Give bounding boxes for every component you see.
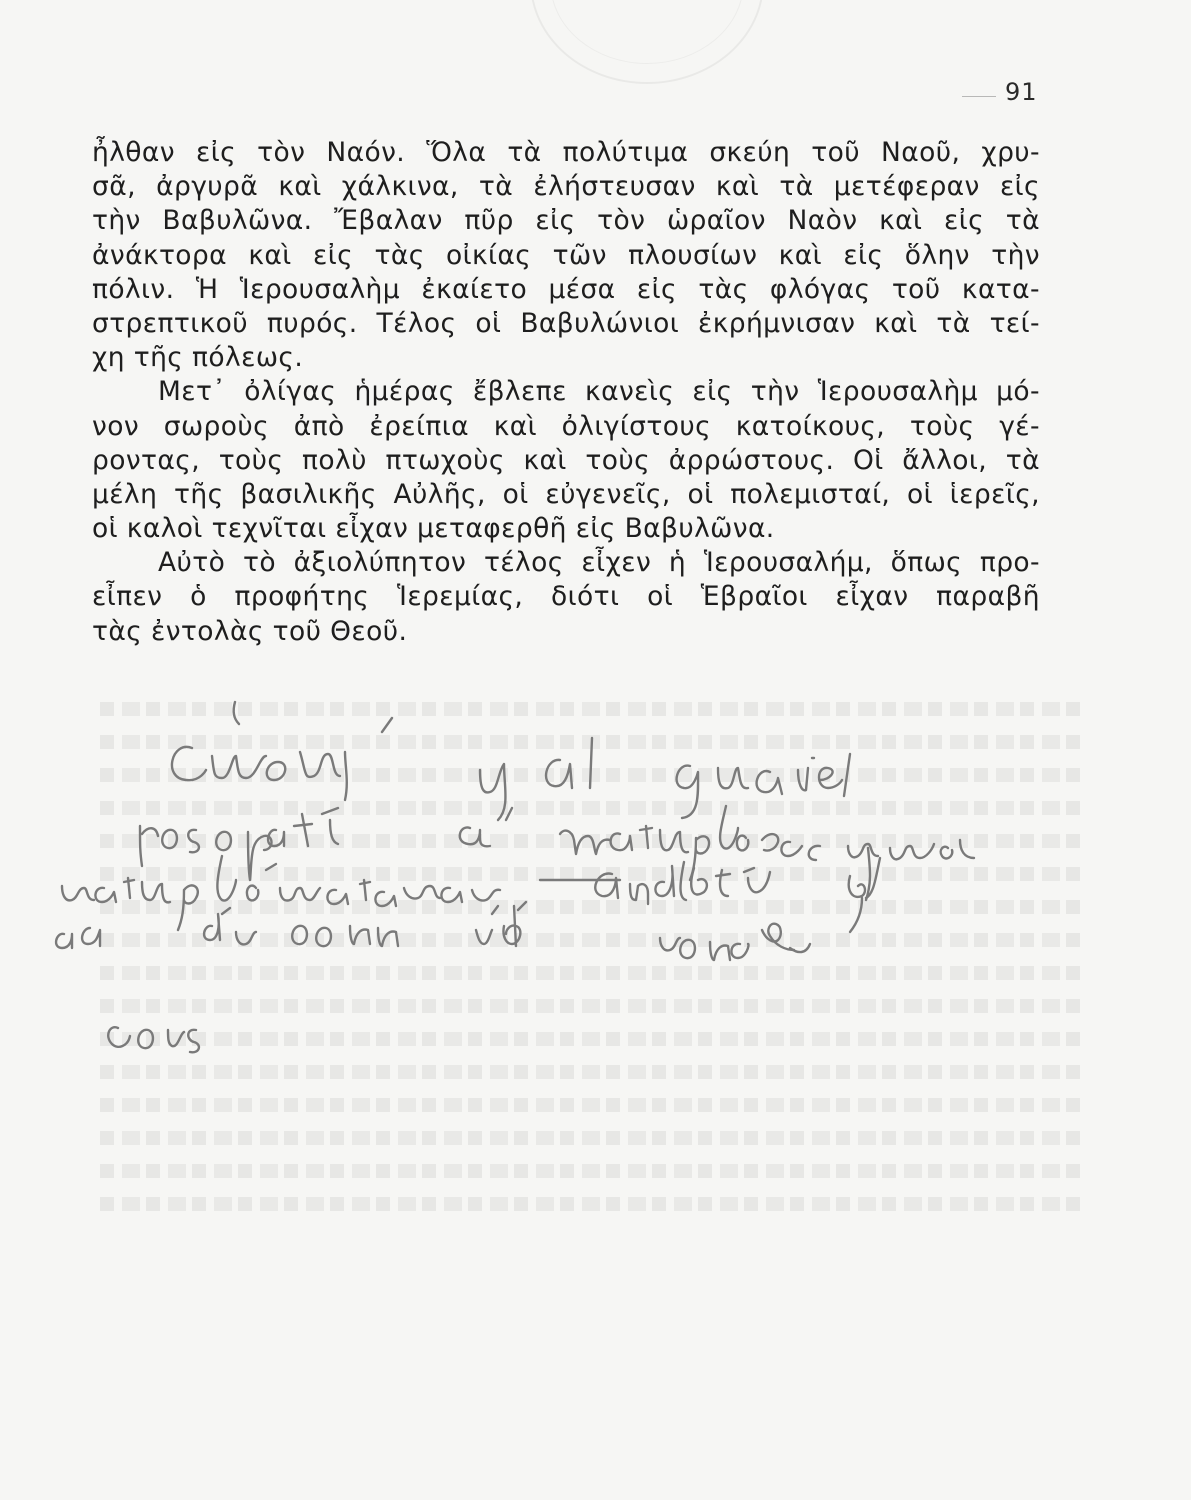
text-line: πόλιν. Ἡ Ἱερουσαλὴμ ἐκαίετο μέσα εἰς τὰς φλόγας τοῦ κατα- <box>92 273 1040 305</box>
reverse-side-bleed-through <box>100 690 1080 1250</box>
text-line: νον σωροὺς ἀπὸ ἐρείπια καὶ ὀλιγίστους κατοίκους, τοὺς γέ- <box>92 410 1040 442</box>
text-line: τὰς ἐντολὰς τοῦ Θεοῦ. <box>92 615 408 647</box>
page-number: 91 <box>1005 78 1038 106</box>
text-line: τὴν Βαβυλῶνα. Ἔβαλαν πῦρ εἰς τὸν ὡραῖον Ναὸν καὶ εἰς τὰ <box>92 205 1040 237</box>
text-line: ἦλθαν εἰς τὸν Ναόν. Ὅλα τὰ πολύτιμα σκεύη τοῦ Ναοῦ, χρυ- <box>92 137 1040 168</box>
text-line: μέλη τῆς βασιλικῆς Αὐλῆς, οἱ εὐγενεῖς, οἱ πολεμισταί, οἱ ἱερεῖς, <box>92 478 1040 510</box>
text-line: σᾶ, ἀργυρᾶ καὶ χάλκινα, τὰ ἐλήστευσαν καὶ τὰ μετέφεραν εἰς <box>92 171 1040 203</box>
text-line: Μετ᾽ ὀλίγας ἡμέρας ἔβλεπε κανεὶς εἰς τὴν Ἱερουσαλὴμ μό- <box>158 376 1040 408</box>
page-number-dash <box>962 96 996 97</box>
library-stamp-ghost <box>530 0 764 84</box>
body-text <box>92 136 1040 649</box>
text-line: στρεπτικοῦ πυρός. Τέλος οἱ Βαβυλώνιοι ἐκρήμνισαν καὶ τὰ τεί- <box>92 307 1040 339</box>
text-line: ροντας, τοὺς πολὺ πτωχοὺς καὶ τοὺς ἀρρώστους. Οἱ ἄλλοι, τὰ <box>92 444 1040 476</box>
text-line: οἱ καλοὶ τεχνῖται εἶχαν μεταφερθῆ εἰς Βαβυλῶνα. <box>92 513 775 545</box>
text-line: Αὐτὸ τὸ ἀξιολύπητον τέλος εἶχεν ἡ Ἱερουσαλήμ, ὅπως προ- <box>158 547 1040 579</box>
text-line: εἶπεν ὁ προφήτης Ἱερεμίας, διότι οἱ Ἑβραῖοι εἶχαν παραβῆ <box>92 581 1040 613</box>
text-line: ἀνάκτορα καὶ εἰς τὰς οἰκίας τῶν πλουσίων καὶ εἰς ὅλην τὴν <box>92 239 1040 271</box>
text-line: χη τῆς πόλεως. <box>92 342 304 374</box>
